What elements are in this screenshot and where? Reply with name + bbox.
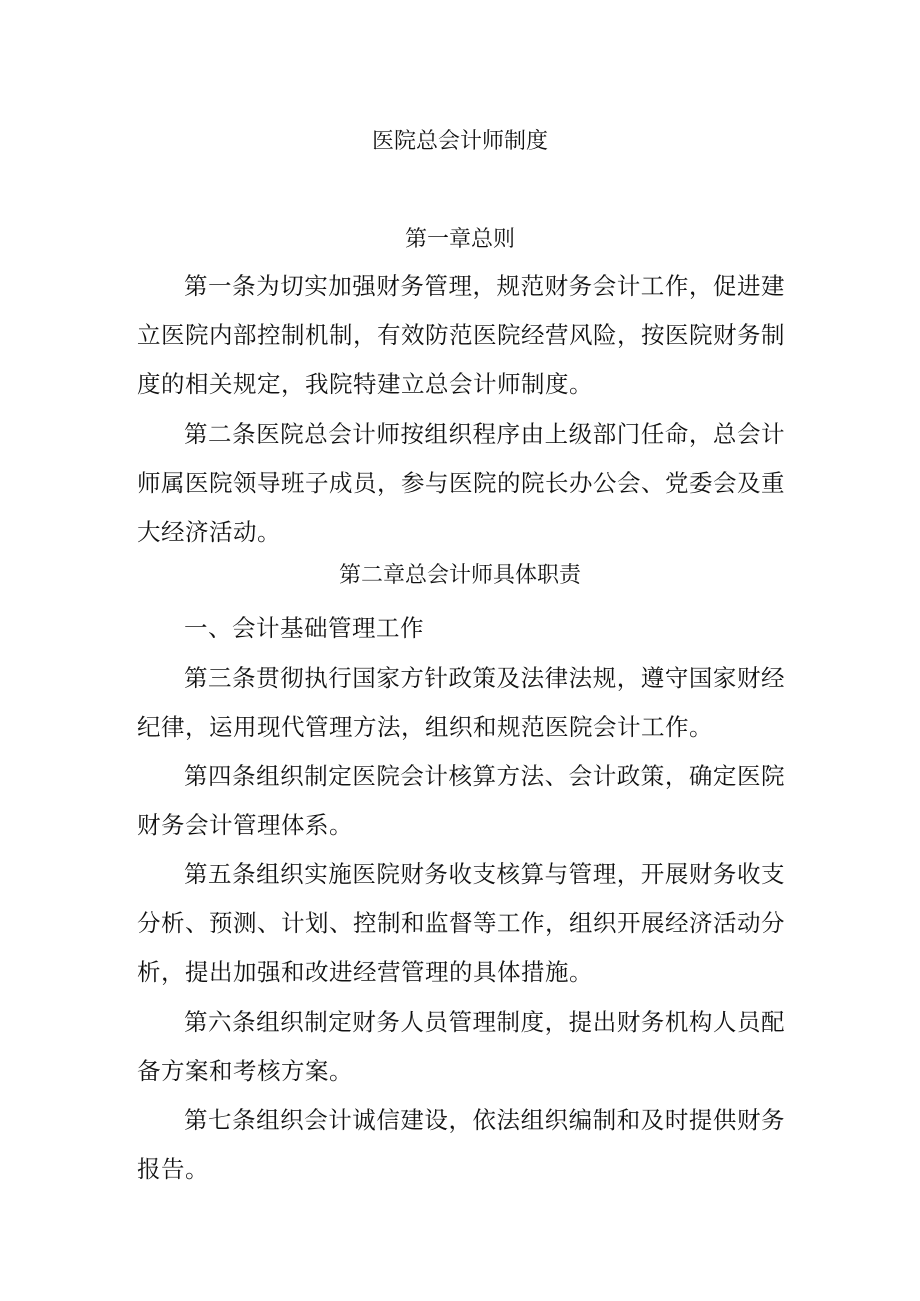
article-2: 第二条医院总会计师按组织程序由上级部门任命，总会计师属医院领导班子成员，参与医院的院长办公会、党委会及重大经济活动。 [137,420,785,546]
section-1-heading: 一、会计基础管理工作 [184,614,424,642]
article-4: 第四条组织制定医院会计核算方法、会计政策，确定医院财务会计管理体系。 [137,762,785,839]
chapter-2-heading: 第二章总会计师具体职责 [338,563,581,588]
article-1: 第一条为切实加强财务管理，规范财务会计工作，促进建立医院内部控制机制，有效防范医院经营风险，按医院财务制度的相关规定，我院特建立总会计师制度。 [137,272,785,398]
document-title: 医院总会计师制度 [371,129,548,154]
article-7: 第七条组织会计诚信建设，依法组织编制和及时提供财务报告。 [137,1106,785,1183]
chapter-1-heading: 第一章总则 [404,227,515,252]
article-6: 第六条组织制定财务人员管理制度，提出财务机构人员配备方案和考核方案。 [137,1008,785,1085]
article-5: 第五条组织实施医院财务收支核算与管理，开展财务收支分析、预测、计划、控制和监督等工作，组织开展经济活动分析，提出加强和改进经营管理的具体措施。 [137,860,785,986]
article-3: 第三条贯彻执行国家方针政策及法律法规，遵守国家财经纪律，运用现代管理方法，组织和规范医院会计工作。 [137,664,785,741]
